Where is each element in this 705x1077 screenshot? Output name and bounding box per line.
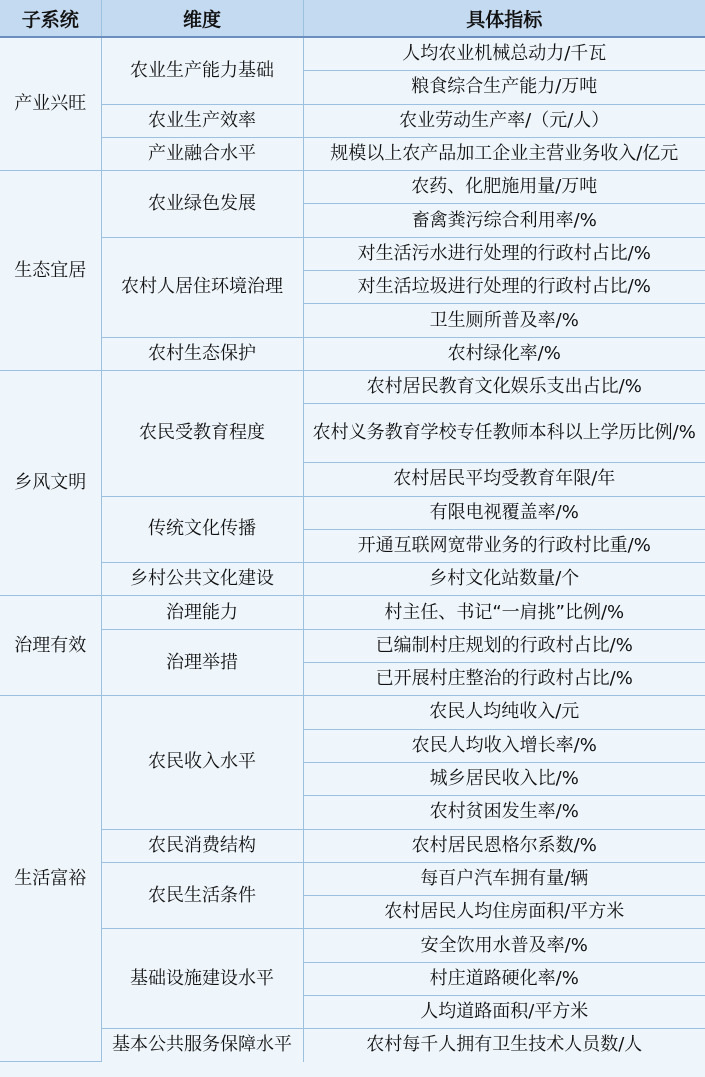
indicator-cell: 农村居民平均受教育年限/年 <box>303 463 705 496</box>
header-subsystem: 子系统 <box>0 0 101 37</box>
indicator-cell: 粮食综合生产能力/万吨 <box>303 71 705 104</box>
table-row <box>0 237 705 270</box>
indicator-cell: 农民人均收入增长率/% <box>303 729 705 762</box>
dimension-cell: 传统文化传播 <box>101 496 303 563</box>
dimension-cell: 农村人居住环境治理 <box>101 237 303 337</box>
table-row <box>0 563 705 596</box>
table-row <box>0 337 705 370</box>
dimension-cell: 治理举措 <box>101 629 303 696</box>
table-row <box>0 171 705 204</box>
dimension-cell: 治理能力 <box>101 596 303 629</box>
indicator-cell: 农村绿化率/% <box>303 337 705 370</box>
indicator-cell: 开通互联网宽带业务的行政村比重/% <box>303 529 705 562</box>
indicator-cell: 对生活污水进行处理的行政村占比/% <box>303 237 705 270</box>
dimension-cell: 农业生产能力基础 <box>101 37 303 104</box>
indicator-cell: 农村义务教育学校专任教师本科以上学历比例/% <box>303 404 705 463</box>
indicator-cell: 农民人均纯收入/元 <box>303 696 705 729</box>
indicator-cell: 城乡居民收入比/% <box>303 762 705 795</box>
table-row <box>0 137 705 170</box>
indicator-cell: 安全饮用水普及率/% <box>303 929 705 962</box>
dimension-cell: 农民消费结构 <box>101 829 303 862</box>
dimension-cell: 农民受教育程度 <box>101 370 303 496</box>
subsystem-cell: 生态宜居 <box>0 171 101 371</box>
table-row <box>0 1029 705 1062</box>
table-row <box>0 696 705 729</box>
dimension-cell: 农业绿色发展 <box>101 171 303 238</box>
indicator-cell: 农村居民恩格尔系数/% <box>303 829 705 862</box>
indicator-cell: 农村居民人均住房面积/平方米 <box>303 896 705 929</box>
indicator-cell: 已开展村庄整治的行政村占比/% <box>303 663 705 696</box>
subsystem-cell: 产业兴旺 <box>0 37 101 171</box>
dimension-cell: 乡村公共文化建设 <box>101 563 303 596</box>
subsystem-cell: 乡风文明 <box>0 370 101 595</box>
table-body <box>0 37 705 1062</box>
dimension-cell: 农民生活条件 <box>101 862 303 929</box>
indicator-cell: 对生活垃圾进行处理的行政村占比/% <box>303 271 705 304</box>
indicator-cell: 农药、化肥施用量/万吨 <box>303 171 705 204</box>
table-row <box>0 929 705 962</box>
subsystem-cell: 生活富裕 <box>0 696 101 1062</box>
indicator-cell: 农业劳动生产率/（元/人） <box>303 104 705 137</box>
dimension-cell: 产业融合水平 <box>101 137 303 170</box>
table-row <box>0 596 705 629</box>
header-row <box>0 0 705 37</box>
table-row <box>0 370 705 403</box>
indicator-cell: 村庄道路硬化率/% <box>303 962 705 995</box>
dimension-cell: 农民收入水平 <box>101 696 303 829</box>
table-row <box>0 829 705 862</box>
indicator-cell: 农村居民教育文化娱乐支出占比/% <box>303 370 705 403</box>
indicator-cell: 人均农业机械总动力/千瓦 <box>303 37 705 71</box>
table-row <box>0 629 705 662</box>
table-row <box>0 862 705 895</box>
indicator-cell: 农村贫困发生率/% <box>303 796 705 829</box>
indicator-cell: 畜禽粪污综合利用率/% <box>303 204 705 237</box>
indicator-cell: 规模以上农产品加工企业主营业务收入/亿元 <box>303 137 705 170</box>
indicator-cell: 农村每千人拥有卫生技术人员数/人 <box>303 1029 705 1062</box>
dimension-cell: 基本公共服务保障水平 <box>101 1029 303 1062</box>
indicator-cell: 卫生厕所普及率/% <box>303 304 705 337</box>
header-indicator: 具体指标 <box>303 0 705 37</box>
dimension-cell: 农村生态保护 <box>101 337 303 370</box>
table-row <box>0 37 705 71</box>
subsystem-cell: 治理有效 <box>0 596 101 696</box>
indicator-cell: 有限电视覆盖率/% <box>303 496 705 529</box>
indicator-cell: 每百户汽车拥有量/辆 <box>303 862 705 895</box>
indicator-cell: 人均道路面积/平方米 <box>303 996 705 1029</box>
dimension-cell: 农业生产效率 <box>101 104 303 137</box>
table-row <box>0 104 705 137</box>
header-dimension: 维度 <box>101 0 303 37</box>
indicator-cell: 乡村文化站数量/个 <box>303 563 705 596</box>
table-row <box>0 496 705 529</box>
indicator-cell: 村主任、书记“一肩挑”比例/% <box>303 596 705 629</box>
dimension-cell: 基础设施建设水平 <box>101 929 303 1029</box>
indicator-cell: 已编制村庄规划的行政村占比/% <box>303 629 705 662</box>
